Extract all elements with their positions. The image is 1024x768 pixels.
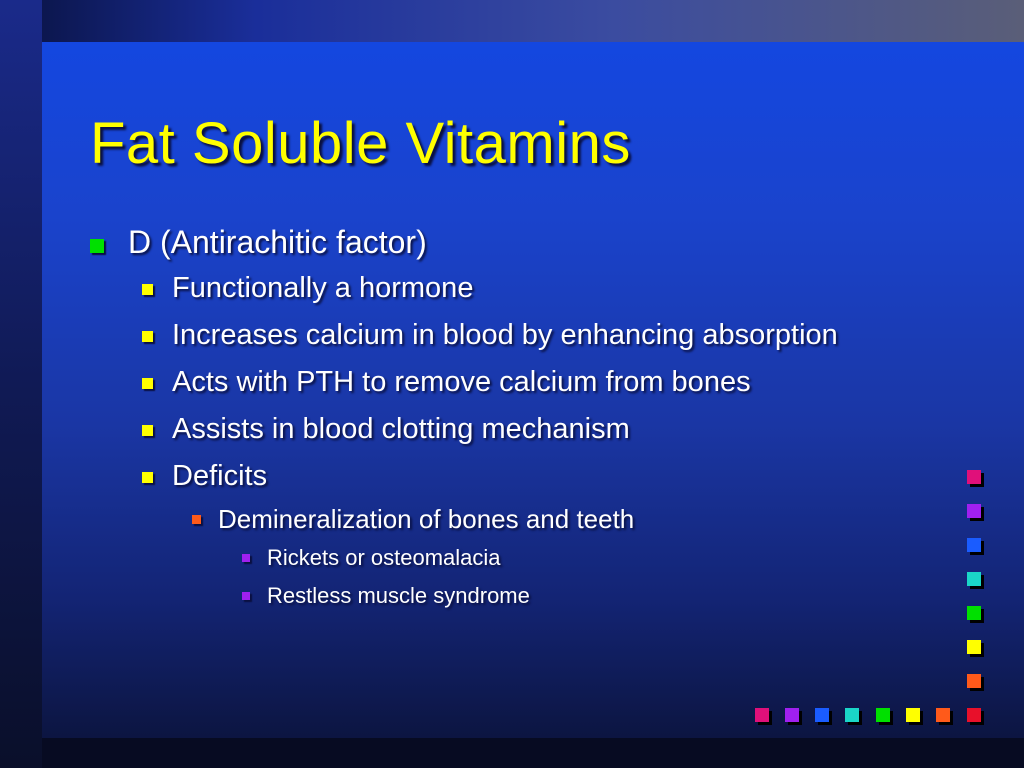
bullet-text: D (Antirachitic factor) bbox=[128, 224, 427, 260]
frame-top-bar bbox=[0, 0, 1024, 42]
bullet-text: Increases calcium in blood by enhancing absorption bbox=[172, 319, 838, 351]
bullet-text: Acts with PTH to remove calcium from bones bbox=[172, 366, 751, 398]
bullet-level4-item bbox=[90, 579, 910, 613]
decor-square-icon bbox=[967, 640, 981, 654]
bullet-level2-item bbox=[90, 409, 910, 450]
bullet-level4-item bbox=[90, 541, 910, 575]
bullet-list bbox=[90, 222, 910, 613]
decor-square-icon bbox=[967, 606, 981, 620]
slide-content bbox=[90, 222, 910, 613]
slide-title: Fat Soluble Vitamins bbox=[90, 111, 631, 176]
decor-square-icon bbox=[967, 504, 981, 518]
decor-square-icon bbox=[967, 674, 981, 688]
bullet-square-icon bbox=[242, 554, 250, 562]
bullet-square-icon bbox=[142, 472, 153, 483]
bullet-square-icon bbox=[142, 331, 153, 342]
bullet-square-icon bbox=[242, 592, 250, 600]
decor-square-icon bbox=[967, 538, 981, 552]
bullet-text: Demineralization of bones and teeth bbox=[218, 504, 635, 534]
bullet-level2-item bbox=[90, 315, 910, 356]
bullet-level1-item bbox=[90, 222, 910, 262]
bullet-text: Assists in blood clotting mechanism bbox=[172, 413, 630, 445]
bullet-text: Functionally a hormone bbox=[172, 272, 474, 304]
decor-square-icon bbox=[755, 708, 769, 722]
decor-square-icon bbox=[967, 708, 981, 722]
bullet-level3-item bbox=[90, 501, 910, 537]
bullet-text: Restless muscle syndrome bbox=[267, 583, 530, 608]
frame-bottom-bar bbox=[42, 738, 1024, 768]
bullet-square-icon bbox=[90, 239, 104, 253]
decor-square-icon bbox=[876, 708, 890, 722]
bullet-text: Rickets or osteomalacia bbox=[267, 545, 501, 570]
bullet-square-icon bbox=[142, 378, 153, 389]
decor-square-icon bbox=[815, 708, 829, 722]
frame-left-bar bbox=[0, 0, 42, 768]
bullet-square-icon bbox=[142, 284, 153, 295]
bullet-level2-item bbox=[90, 362, 910, 403]
decor-square-icon bbox=[967, 572, 981, 586]
bullet-level2-item bbox=[90, 456, 910, 497]
decor-square-icon bbox=[936, 708, 950, 722]
bullet-square-icon bbox=[192, 515, 201, 524]
bullet-text: Deficits bbox=[172, 460, 268, 492]
decor-square-icon bbox=[906, 708, 920, 722]
decor-square-icon bbox=[845, 708, 859, 722]
decor-square-icon bbox=[967, 470, 981, 484]
bullet-level2-item bbox=[90, 268, 910, 309]
bullet-square-icon bbox=[142, 425, 153, 436]
decor-square-icon bbox=[785, 708, 799, 722]
